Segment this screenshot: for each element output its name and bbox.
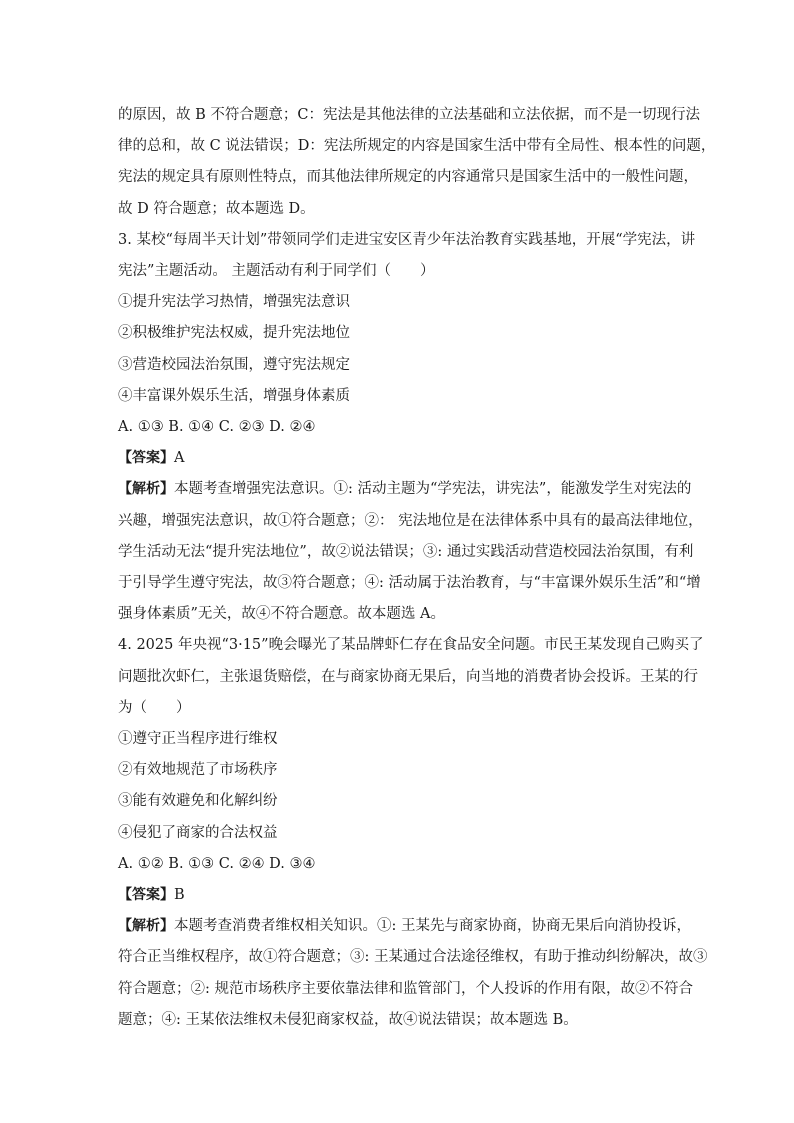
analysis-line: 题意；④: 王某依法维权未侵犯商家权益，故④说法错误；故本题选 B。 — [118, 1011, 578, 1028]
statement-option: ①提升宪法学习热情，增强宪法意识 — [118, 294, 350, 311]
analysis-text: 本题考查增强宪法意识。①: 活动主题为“学宪法，讲宪法”，能激发学生对宪法的 — [174, 481, 692, 498]
text-line: 宪法的规定具有原则性特点，而其他法律所规定的内容通常只是国家生活中的一般性问题， — [118, 169, 698, 186]
prev-analysis-tail — [118, 100, 716, 225]
question-stem-line: 问题批次虾仁，主张退货赔偿，在与商家协商无果后，向当地的消费者协会投诉。王某的行 — [118, 668, 698, 685]
question-3 — [118, 225, 703, 631]
statement-option: ③能有效避免和化解纠纷 — [118, 793, 278, 810]
analysis-line: 于引导学生遵守宪法，故③符合题意；④: 活动属于法治教育，与“丰富课外娱乐生活”和“增 — [118, 575, 701, 592]
statement-option: ③营造校园法治氛围，遵守宪法规定 — [118, 356, 350, 373]
answer-value: B — [174, 887, 185, 904]
question-stem-line: 4. 2025 年央视“3·15”晚会曝光了某品牌虾仁存在食品安全问题。市民王某发现自己购买了 — [118, 637, 704, 654]
answer-label: 【答案】 — [118, 887, 174, 904]
statement-option: ②积极维护宪法权威，提升宪法地位 — [118, 325, 350, 342]
analysis-label: 【解析】 — [118, 481, 174, 498]
question-stem-line: 宪法”主题活动。 主题活动有利于同学们（ ） — [118, 263, 435, 280]
analysis-line: 学生活动无法“提升宪法地位”，故②说法错误；③: 通过实践活动营造校园法治氛围，有利 — [118, 543, 694, 560]
answer-row — [118, 443, 678, 474]
document-page — [118, 100, 716, 1036]
analysis-text: 本题考查消费者维权相关知识。①: 王某先与商家协商，协商无果后向消协投诉， — [174, 918, 691, 935]
question-stem-line: 为（ ） — [118, 699, 191, 716]
answer-value: A — [174, 450, 185, 467]
analysis-line: 符合正当维权程序，故①符合题意；③: 王某通过合法途径维权，有助于推动纠纷解决，故③ — [118, 949, 708, 966]
text-line: 故 D 符合题意；故本题选 D。 — [118, 200, 315, 217]
question-4 — [118, 630, 708, 1036]
statement-option: ②有效地规范了市场秩序 — [118, 762, 278, 779]
statement-option: ④侵犯了商家的合法权益 — [118, 824, 278, 841]
statement-option: ①遵守正当程序进行维权 — [118, 731, 278, 748]
analysis-line — [118, 474, 692, 505]
answer-row — [118, 880, 678, 911]
text-line: 律的总和，故 C 说法错误；D：宪法所规定的内容是国家生活中带有全局性、根本性的问题， — [118, 138, 716, 155]
analysis-line: 符合题意；②: 规范市场秩序主要依靠法律和监管部门，个人投诉的作用有限，故②不符合 — [118, 980, 693, 997]
question-stem-line: 3. 某校“每周半天计划”带领同学们走进宝安区青少年法治教育实践基地，开展“学宪法，讲 — [118, 231, 696, 248]
analysis-line — [118, 911, 691, 942]
choice-line: A. ①③ B. ①④ C. ②③ D. ②④ — [118, 419, 316, 436]
statement-option: ④丰富课外娱乐生活，增强身体素质 — [118, 387, 350, 404]
choice-line: A. ①② B. ①③ C. ②④ D. ③④ — [118, 855, 316, 872]
answer-label: 【答案】 — [118, 450, 174, 467]
analysis-line: 兴趣，增强宪法意识，故①符合题意；②： 宪法地位是在法律体系中具有的最高法律地位， — [118, 512, 703, 529]
analysis-label: 【解析】 — [118, 918, 174, 935]
analysis-line: 强身体素质”无关，故④不符合题意。故本题选 A。 — [118, 606, 445, 623]
text-line: 的原因，故 B 不符合题意；C：宪法是其他法律的立法基础和立法依据，而不是一切现行法 — [118, 107, 700, 123]
